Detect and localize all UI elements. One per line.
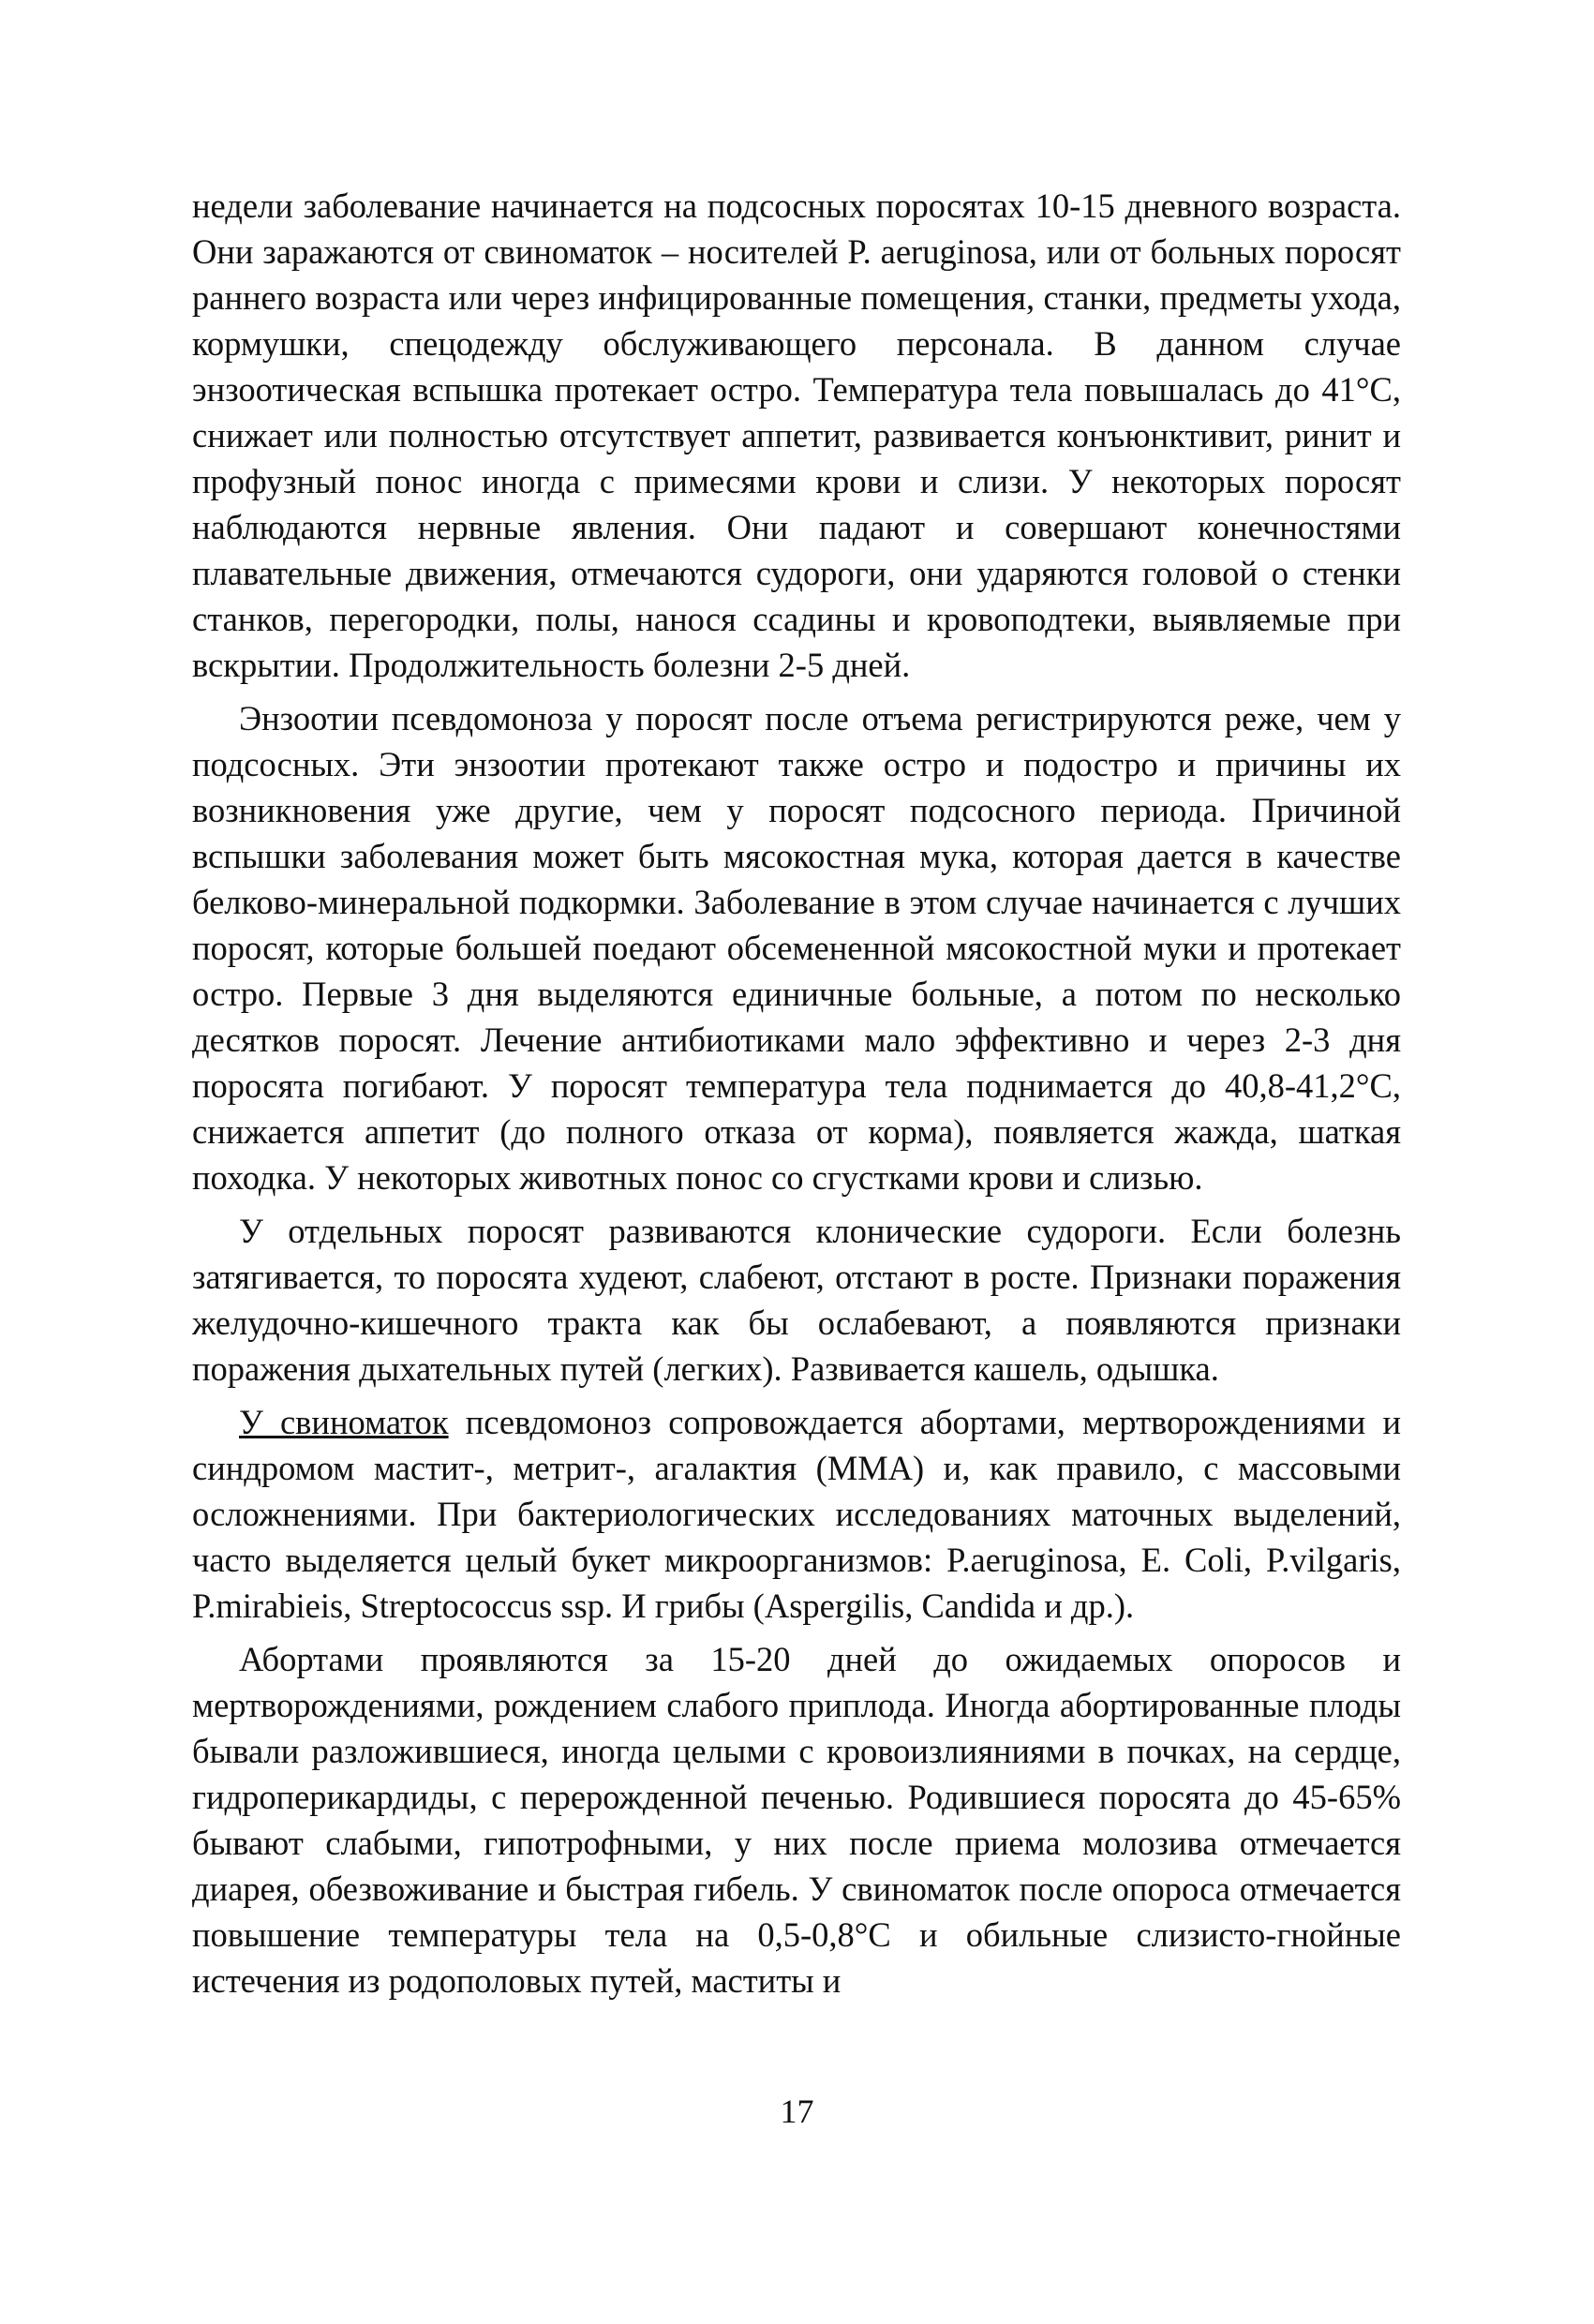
- paragraph-4-lead: У свиноматок: [239, 1403, 449, 1441]
- paragraph-1: [192, 183, 1401, 688]
- paragraph-4: [192, 1399, 1401, 1629]
- paragraph-3: [192, 1208, 1401, 1392]
- paragraph-2: [192, 695, 1401, 1200]
- paragraph-2-text: Энзоотии псевдомоноза у поросят после отъема регистрируются реже, чем у подсосных. Эти энзоотии протекают также остро и подостро и причины их возникновения уже другие, чем у поросят подсосного периода. Причиной вспышки заболевания может быть мясокостная мука, которая дается в качестве белково-минеральной подкормки. Заболевание в этом случае начинается с лучших поросят, которые большей поедают обсемененной мясокостной муки и протекает остро. Первые 3 дня выделяются единичные больные, а потом по несколько десятков поросят. Лечение антибиотиками мало эффективно и через 2-3 дня поросята погибают. У поросят температура тела поднимается до 40,8-41,2°С, снижается аппетит (до полного отказа от корма), появляется жажда, шаткая походка. У некоторых животных понос со сгустками крови и слизью.: [192, 699, 1401, 1197]
- paragraph-1-text: недели заболевание начинается на подсосных поросятах 10-15 дневного возраста. Они заражаются от свиноматок – носителей P. aeruginosa, или от больных поросят раннего возраста или через инфицированные помещения, станки, предметы ухода, кормушки, спецодежду обслуживающего персонала. В данном случае энзоотическая вспышка протекает остро. Температура тела повышалась до 41°С, снижает или полностью отсутствует аппетит, развивается конъюнктивит, ринит и профузный понос иногда с примесями крови и слизи. У некоторых поросят наблюдаются нервные явления. Они падают и совершают конечностями плавательные движения, отмечаются судороги, они ударяются головой о стенки станков, перегородки, полы, нанося ссадины и кровоподтеки, выявляемые при вскрытии. Продолжительность болезни 2-5 дней.: [192, 186, 1401, 684]
- paragraph-4-text: псевдомоноз сопровождается абортами, мертворождениями и синдромом мастит-, метрит-, агалактия (ММА) и, как правило, с массовыми осложнениями. При бактериологических исследованиях маточных выделений, часто выделяется целый букет микроорганизмов: P.aeruginosa, E. Coli, P.vilgaris, P.mirabieis, Streptococcus ssp. И грибы (Aspergilis, Candida и др.).: [192, 1403, 1401, 1625]
- paragraph-5-text: Абортами проявляются за 15-20 дней до ожидаемых опоросов и мертворождениями, рождением слабого приплода. Иногда абортированные плоды бывали разложившиеся, иногда целыми с кровоизлияниями в почках, на сердце, гидроперикардиды, с перерожденной печенью. Родившиеся поросята до 45-65% бывают слабыми, гипотрофными, у них после приема молозива отмечается диарея, обезвоживание и быстрая гибель. У свиноматок после опороса отмечается повышение температуры тела на 0,5-0,8°С и обильные слизисто-гнойные истечения из родополовых путей, маститы и: [192, 1640, 1401, 2000]
- paragraph-5: [192, 1636, 1401, 2004]
- paragraph-3-text: У отдельных поросят развиваются клонические судороги. Если болезнь затягивается, то поросята худеют, слабеют, отстают в росте. Признаки поражения желудочно-кишечного тракта как бы ослабевают, а появляются признаки поражения дыхательных путей (легких). Развивается кашель, одышка.: [192, 1212, 1401, 1388]
- page-body: [192, 183, 1401, 2004]
- page-number: 17: [780, 2093, 814, 2130]
